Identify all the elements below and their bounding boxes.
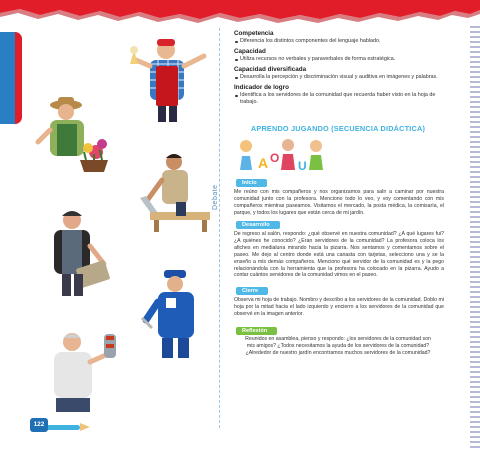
competencia-item: Diferencia los distintos componentes del lenguaje hablado. <box>234 38 442 45</box>
mechanic-figure <box>32 206 112 296</box>
worker-figure <box>142 268 212 358</box>
capacidad-diversificada-item: Desarrolla la percepción y discriminación visual y auditiva en imágenes y palabras. <box>234 74 442 81</box>
cierre-text: Observa mi hoja de trabajo. Nombro y describo a los servidores de la comunidad. Doblo mi hoja por la mitad hacia el lado izquierdo y encierro a los servidores de la comunidad que observé en la imagen anterior. <box>234 297 444 317</box>
svg-text:A: A <box>258 155 269 171</box>
capacidad-diversificada-title: Capacidad diversificada <box>234 66 307 73</box>
page-edge-pattern <box>470 26 480 449</box>
reflexion-label: Reflexión <box>236 327 277 335</box>
chapter-tab <box>0 32 22 124</box>
svg-text:U: U <box>298 159 307 173</box>
carpenter-figure <box>140 150 214 232</box>
column-divider <box>219 28 220 428</box>
capacidad-item: Utiliza recursos no verbales y paraverbales de forma estratégica. <box>234 56 442 63</box>
capacidad-title: Capacidad <box>234 48 266 55</box>
inicio-text: Me reúno con mis compañeros y nos organizamos para salir a caminar por nuestra comunidad junto con la profesora. Menciono todo lo veo, y voy comentando con mis compañeros mientras paseamos. Visitamos el mercado, la posta médica, la comisaría, el parque, y todos los lugares que están cerca de mi jardín. <box>234 189 444 216</box>
svg-text:O: O <box>270 151 280 165</box>
cierre-label: Cierre <box>236 287 268 295</box>
aprendo-title: APRENDO JUGANDO (SECUENCIA DIDÁCTICA) <box>250 124 426 133</box>
kids-with-letters-illustration <box>236 136 332 176</box>
top-decorative-band <box>0 0 480 26</box>
inicio-label: Inicio <box>236 179 267 187</box>
plumber-figure <box>46 328 126 412</box>
indicador-title: Indicador de logro <box>234 84 289 91</box>
desarrollo-label: Desarrollo <box>236 221 280 229</box>
objectives-block <box>234 30 442 109</box>
page-number: 122 <box>30 418 48 432</box>
seller-figure <box>128 36 210 122</box>
desarrollo-text: De regreso al salón, respondo: ¿qué observé en nuestra comunidad? ¿A qué lugares fui? ¿A quiénes he conocido? ¿Eran servidores de la comunidad? La profesora coloca los afiches en medialuna mirando hacia la pizarra. Nos sentamos y comentamos sobre el paseo. Me dejo al centro donde está una canasta con tarjetas, selecciono una y se la enseño a mis demás compañeros. Menciono qué servidor de la comunidad es y la pego relacionándola con la herramienta que la profesora ha colocado en la pizarra. Ayudo a contar cuántos servidores de la comunidad vimos en el paseo. <box>234 231 444 279</box>
side-label: Debate <box>212 184 219 210</box>
competencia-title: Competencia <box>234 30 274 37</box>
indicador-item: Identifica a los servidores de la comunidad que recuerda haber visto en la hoja de trabajo. <box>234 92 442 106</box>
gardener-figure <box>30 94 110 174</box>
reflexion-text: Reunidos en asamblea, pienso y respondo: ¿los servidores de la comunidad son mis amigos? ¿Todos necesitamos la ayuda de los servidores de la comunidad? ¿Alrededor de nuestro jardín encontramos muchos servidores de la comunidad? <box>245 336 431 356</box>
pencil-icon <box>80 423 90 431</box>
